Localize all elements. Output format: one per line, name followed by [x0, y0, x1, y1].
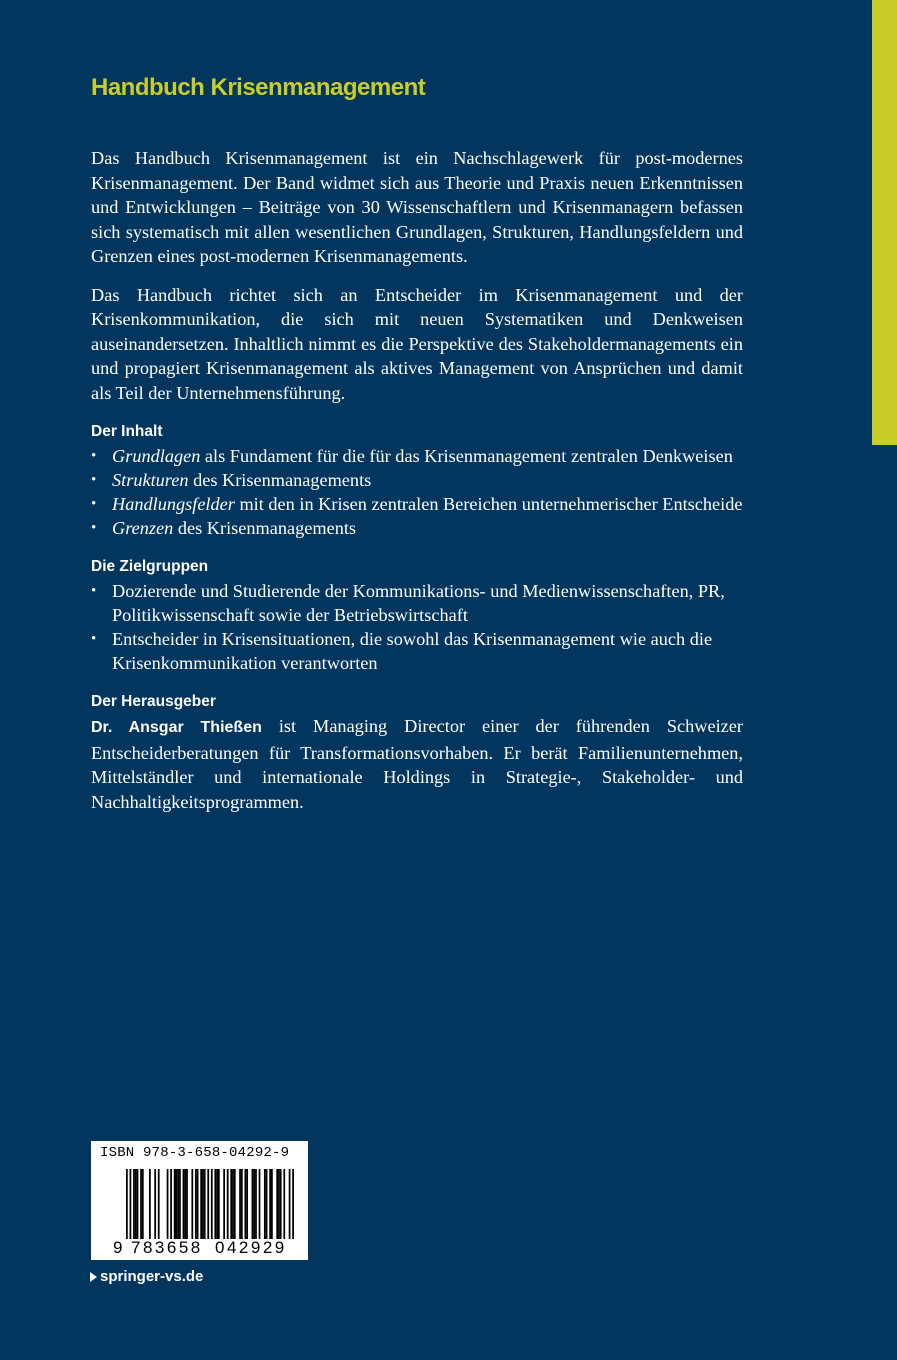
list-item: • Grenzen des Krisenmanagements — [91, 516, 743, 540]
barcode-bar — [142, 1169, 144, 1239]
publisher-link[interactable] — [90, 1268, 203, 1285]
barcode-bar — [167, 1169, 169, 1239]
barcode-bar — [130, 1169, 132, 1239]
barcode-bar — [223, 1169, 225, 1239]
barcode-bar — [195, 1169, 197, 1239]
isbn-barcode — [91, 1141, 308, 1260]
barcode-bar — [184, 1169, 186, 1239]
zielgruppen-list — [91, 579, 743, 675]
barcode-bar — [135, 1169, 137, 1239]
barcode-bar — [174, 1169, 176, 1239]
barcode-bar — [133, 1169, 135, 1239]
barcode-bar — [204, 1169, 206, 1239]
isbn-label: ISBN 978-3-658-04292-9 — [100, 1145, 290, 1161]
list-item: • Handlungsfelder mit den in Krisen zentralen Bereichen unternehmerischer Entscheide — [91, 492, 743, 516]
barcode-bar — [149, 1169, 151, 1239]
barcode-bar — [191, 1169, 193, 1239]
barcode-bar — [207, 1169, 209, 1239]
barcode-bar — [244, 1169, 246, 1239]
barcode-bar — [246, 1169, 248, 1239]
barcode-bar — [170, 1169, 172, 1239]
barcode-bar — [283, 1169, 285, 1239]
barcode-bar — [218, 1169, 220, 1239]
arrow-right-icon — [90, 1272, 97, 1282]
book-title: Handbuch Krisenmanagement — [91, 74, 426, 101]
barcode-bar — [269, 1169, 271, 1239]
back-cover-text — [91, 74, 743, 828]
barcode-bar — [186, 1169, 188, 1239]
barcode-bar — [197, 1169, 199, 1239]
barcode-bar — [253, 1169, 255, 1239]
barcode-bar — [239, 1169, 241, 1239]
inhalt-list — [91, 444, 743, 540]
barcode-bar — [154, 1169, 156, 1239]
barcode-digits-left: 783658 — [131, 1238, 203, 1257]
editor-name: Dr. Ansgar Thießen — [91, 719, 262, 736]
barcode-bar — [176, 1169, 178, 1239]
barcode-bar — [179, 1169, 181, 1239]
barcode-bar — [292, 1169, 294, 1239]
barcode-bar — [177, 1169, 179, 1239]
list-item: • Entscheider in Krisensituationen, die sowohl das Krisenmanagement wie auch die Krisenkommunikation verantworten — [91, 627, 743, 675]
barcode-bar — [137, 1169, 139, 1239]
barcode-bar — [264, 1169, 266, 1239]
barcode-bar — [234, 1169, 236, 1239]
barcode-bar — [216, 1169, 218, 1239]
intro-paragraph-2: Das Handbuch richtet sich an Entscheider im Krisenmanagement und der Krisenkommunikation, die sich mit neuen Systematiken und Denkweisen auseinandersetzen. Inhaltlich nimmt es die Perspektive des Stakeholdermanagements ein und propagiert Krisenmanagement als aktives Management von Ansprüchen und damit als Teil der Unternehmensführung. — [91, 284, 743, 403]
barcode-bar — [227, 1169, 229, 1239]
barcode-bar — [276, 1169, 278, 1239]
barcode-bar — [255, 1169, 257, 1239]
barcode-bar — [214, 1169, 216, 1239]
barcode-bar — [202, 1169, 204, 1239]
barcode-digit-first: 9 — [113, 1238, 123, 1257]
barcode-bar — [278, 1169, 280, 1239]
herausgeber-heading: Der Herausgeber — [91, 693, 216, 710]
barcode-bar — [289, 1169, 291, 1239]
accent-strip — [872, 0, 897, 445]
barcode-bar — [158, 1169, 160, 1239]
list-item: • Strukturen des Krisenmanagements — [91, 468, 743, 492]
barcode-bar — [200, 1169, 202, 1239]
barcode-bars — [126, 1169, 294, 1239]
barcode-bar — [183, 1169, 185, 1239]
herausgeber-bio: Dr. Ansgar Thießen ist Managing Director einer der führenden Schweizer Entscheiderberatungen für Transformationsvorhaben. Er berät Familienunternehmen, Mittelständler und internationale Holdings in Strategie-, Stakeholder- und Nachhaltigkeitsprogrammen. — [91, 716, 743, 812]
barcode-bar — [280, 1169, 282, 1239]
barcode-bar — [140, 1169, 142, 1239]
inhalt-heading: Der Inhalt — [91, 423, 163, 440]
list-item: • Grundlagen als Fundament für die für das Krisenmanagement zentralen Denkweisen — [91, 444, 743, 468]
barcode-digits-right: 042929 — [215, 1238, 287, 1257]
barcode-bar — [259, 1169, 261, 1239]
barcode-bar — [126, 1169, 128, 1239]
barcode-bar — [241, 1169, 243, 1239]
barcode-bar — [252, 1169, 254, 1239]
barcode-bar — [230, 1169, 232, 1239]
intro-paragraph-1: Das Handbuch Krisenmanagement ist ein Nachschlagewerk für post-modernes Krisenmanagement. Der Band widmet sich aus Theorie und Praxis neuen Erkenntnissen und Entwicklungen – Beiträge von 30 Wissenschaftlern und Krisenmanagern befassen sich systematisch mit allen wesentlichen Grundlagen, Strukturen, Handlungsfeldern und Grenzen eines post-modernen Krisenmanagements. — [91, 148, 743, 266]
barcode-bar — [266, 1169, 268, 1239]
barcode-bar — [232, 1169, 234, 1239]
list-item: • Dozierende und Studierende der Kommunikations- und Medienwissenschaften, PR, Politikwissenschaft sowie der Betriebswirtschaft — [91, 579, 743, 627]
publisher-url: springer-vs.de — [100, 1268, 204, 1285]
zielgruppen-heading: Die Zielgruppen — [91, 558, 209, 575]
barcode-bar — [271, 1169, 273, 1239]
barcode-bar — [211, 1169, 213, 1239]
